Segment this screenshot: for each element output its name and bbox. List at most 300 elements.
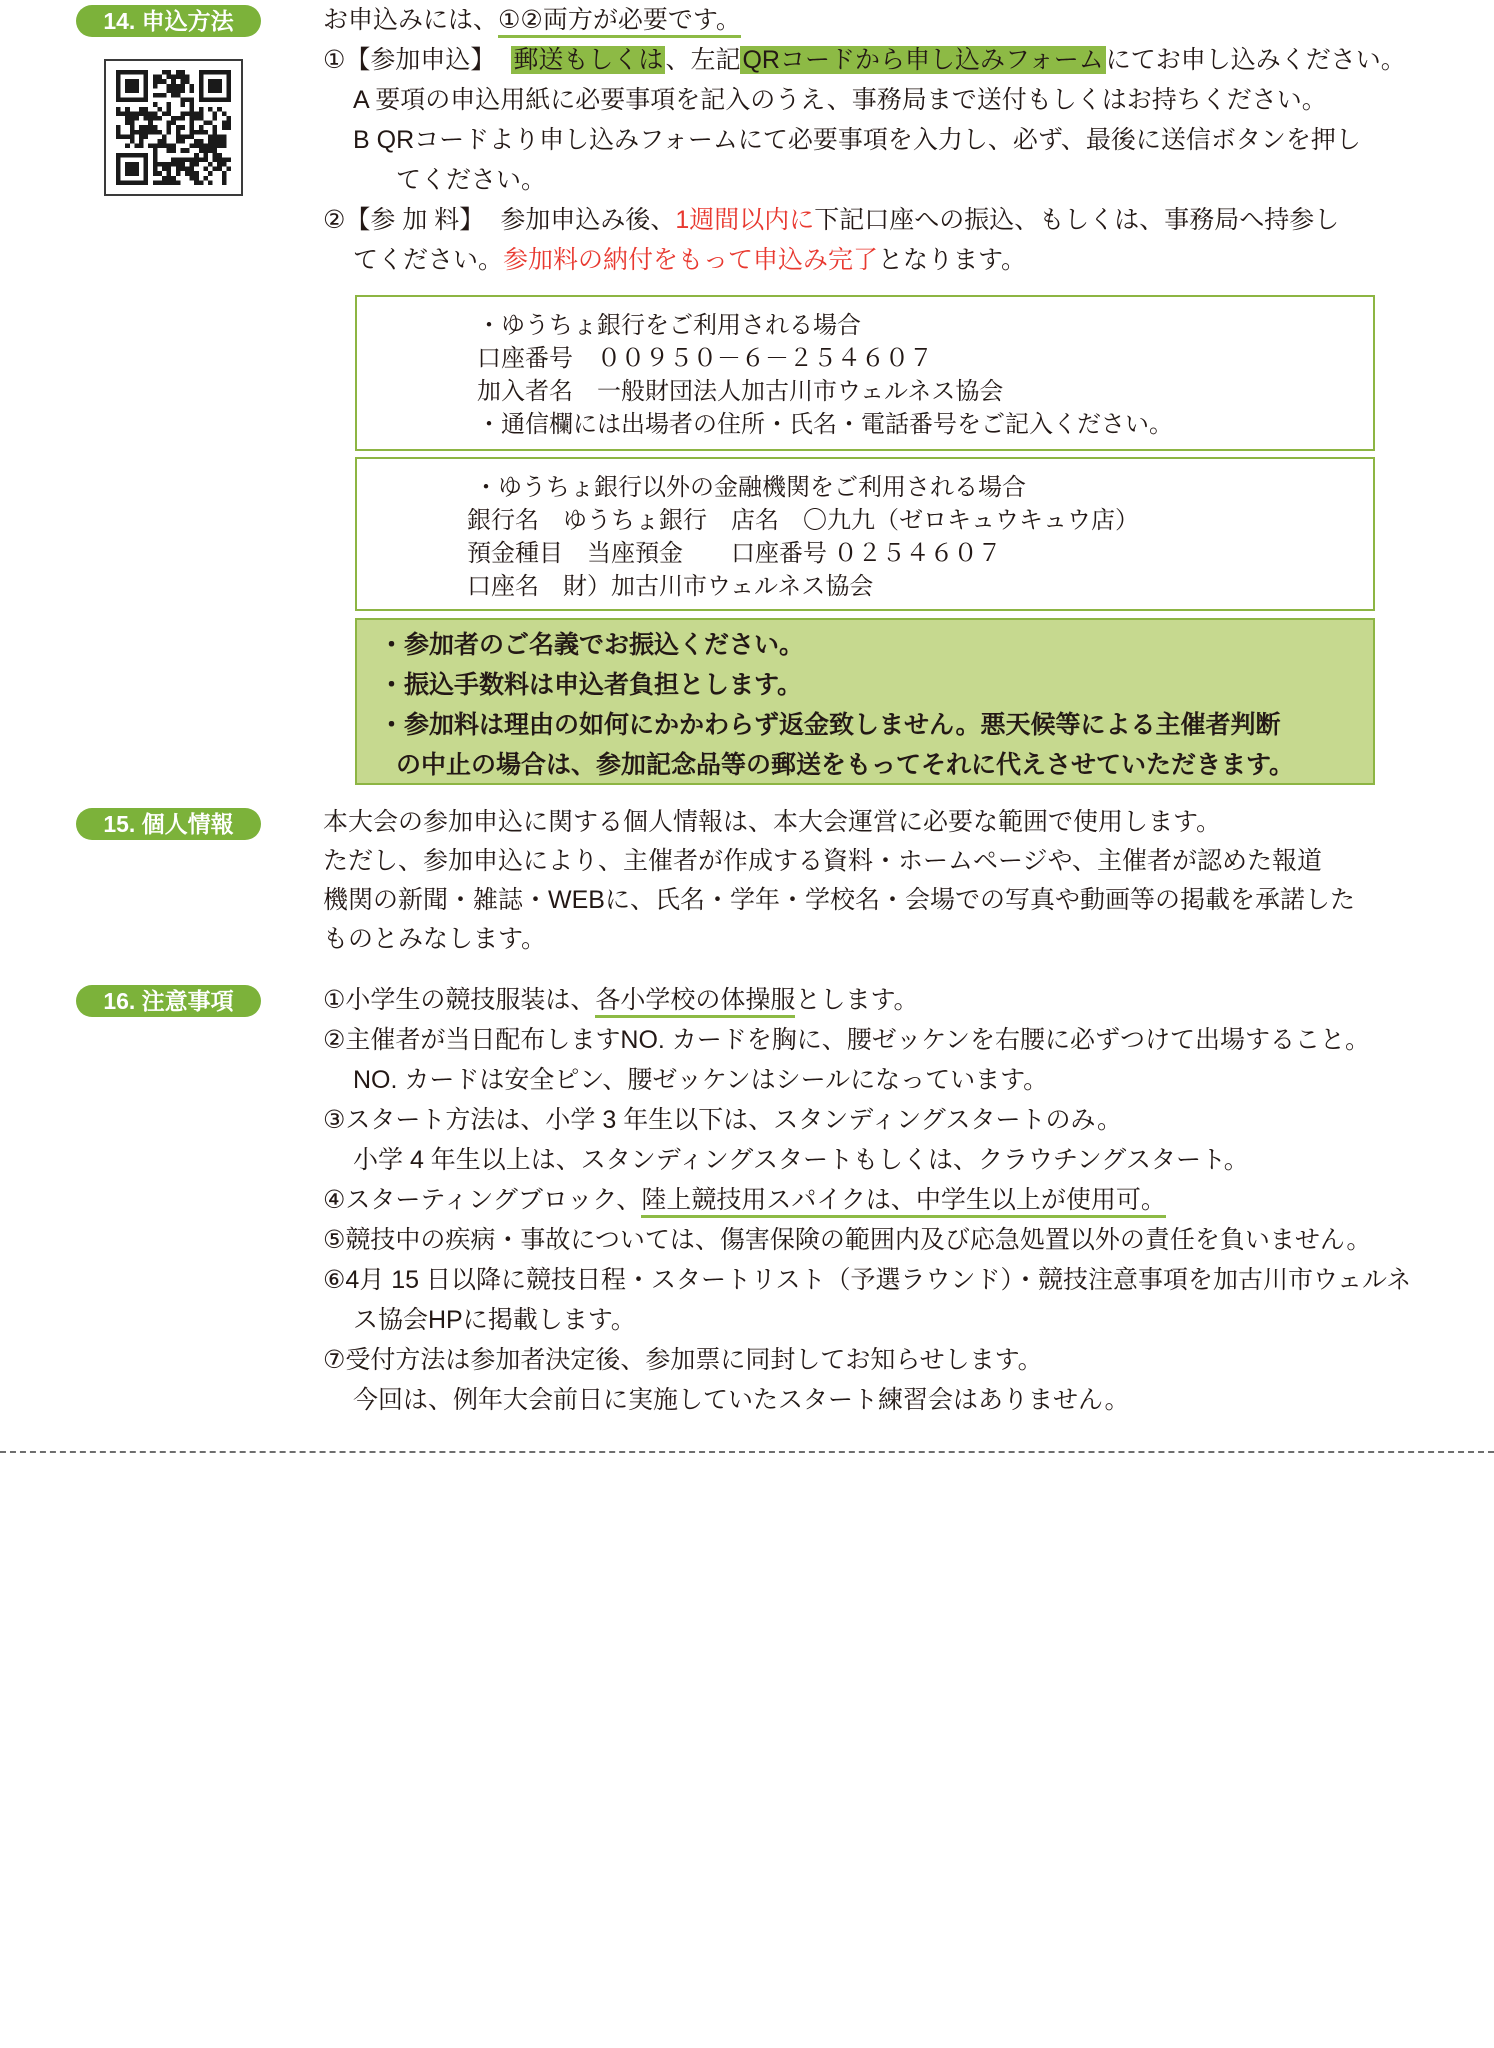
qr-module [190,134,195,139]
qr-module [217,162,222,167]
qr-module [125,144,130,149]
qr-module [162,79,167,84]
qr-module [125,134,130,139]
qr-module [162,111,167,116]
fee-text-2: 下記口座への振込、もしくは、事務局へ持参し [814,206,1340,234]
qr-module [226,167,231,172]
yucho-account-line: ・ゆうちょ銀行をご利用される場合 [477,312,861,339]
note-item-4-pre: ④スターティングブロック、 [323,1186,642,1214]
fee-deadline: 1週間以内に [675,206,815,234]
qr-module [190,98,195,103]
qr-module [144,107,149,112]
qr-module [157,130,162,135]
qr-module [153,130,158,135]
qr-module [144,116,149,121]
qr-module [144,111,149,116]
entry-method-mail: 郵送もしくは [513,46,664,74]
option-b-line: B QRコードより申し込みフォームにて必要事項を入力し、必ず、最後に送信ボタンを押し [353,126,1361,154]
entry-mid: 、左記 [665,46,741,74]
qr-module [116,134,121,139]
qr-module [185,111,190,116]
qr-module [167,70,172,75]
qr-module [176,167,181,172]
option-b-cont-line: てください。 [396,166,547,194]
qr-module [148,121,153,126]
qr-module [139,125,144,130]
entry-method-form: QRコードから申し込みフォーム [742,46,1104,74]
qr-module [203,157,208,162]
qr-module [208,180,213,185]
qr-module [194,116,199,121]
qr-module [213,153,218,158]
qr-module [167,125,172,130]
qr-module [190,88,195,93]
qr-module [194,111,199,116]
qr-module [217,134,222,139]
qr-module [203,121,208,126]
qr-module [176,139,181,144]
qr-module [213,111,218,116]
qr-module [139,144,144,149]
qr-module [190,116,195,121]
privacy-text [323,803,1473,959]
yucho-account-line: 口座番号 ００９５０－６－２５４６０７ [477,345,933,372]
qr-module [153,102,158,107]
qr-module [180,125,185,130]
qr-module [199,157,204,162]
qr-module [157,93,162,98]
qr-module [176,180,181,185]
qr-module [226,157,231,162]
qr-module [167,176,172,181]
other-bank-account-box [355,457,1375,611]
qr-module [130,111,135,116]
qr-module [125,121,130,126]
qr-module [185,167,190,172]
qr-module [157,75,162,80]
qr-module [194,144,199,149]
qr-module [190,125,195,130]
qr-module [167,180,172,185]
qr-module [125,107,130,112]
qr-module [171,121,176,126]
qr-module [217,167,222,172]
transfer-note-line: ・振込手数料は申込者負担とします。 [379,671,803,699]
qr-module [134,130,139,135]
qr-module [222,157,227,162]
qr-module [153,167,158,172]
qr-module [116,130,121,135]
qr-module [194,171,199,176]
qr-finder-pattern [125,162,139,176]
qr-module [208,171,213,176]
qr-module [226,125,231,130]
qr-module [157,107,162,112]
qr-module [125,111,130,116]
qr-module [176,84,181,89]
qr-module [222,139,227,144]
note-item-4 [323,1180,1473,1220]
qr-module [121,111,126,116]
qr-module [199,116,204,121]
qr-module [134,116,139,121]
other-bank-line: ・ゆうちょ銀行以外の金融機関をご利用される場合 [474,474,1026,501]
qr-code-icon [116,70,231,185]
qr-module [176,116,181,121]
qr-module [167,130,172,135]
qr-module [185,134,190,139]
qr-module [167,111,172,116]
qr-module [222,171,227,176]
qr-module [190,102,195,107]
qr-module [180,84,185,89]
qr-module [185,79,190,84]
qr-module [139,130,144,135]
application-text [323,0,1473,280]
fee-text-4: となります。 [878,246,1027,274]
qr-module [148,144,153,149]
other-bank-line: 口座名 財）加古川市ウェルネス協会 [467,573,874,600]
qr-module [157,180,162,185]
qr-module [153,84,158,89]
qr-module [199,125,204,130]
qr-module [222,162,227,167]
qr-module [213,148,218,153]
note-item-3-cont: 小学 4 年生以上は、スタンディングスタートもしくは、クラウチングスタート。 [353,1146,1249,1174]
qr-module [167,88,172,93]
qr-module [180,88,185,93]
entry-label: ①【参加申込】 [323,46,496,74]
qr-module [153,180,158,185]
fee-line [323,200,1473,240]
qr-finder-pattern [125,79,139,93]
qr-module [217,107,222,112]
qr-module [222,176,227,181]
qr-module [162,167,167,172]
fee-label: ②【参 加 料】 [323,206,485,234]
qr-module [176,75,181,80]
qr-module [222,180,227,185]
qr-module [176,130,181,135]
qr-module [116,111,121,116]
qr-module [176,125,181,130]
qr-module [176,88,181,93]
qr-module [171,176,176,181]
fee-text-3: てください。 [353,246,504,274]
qr-module [190,171,195,176]
qr-module [199,148,204,153]
section-badge-notes: 16. 注意事項 [76,985,261,1017]
qr-module [116,125,121,130]
qr-module [185,157,190,162]
note-item-2: ②主催者が当日配布しますNO. カードを胸に、腰ゼッケンを右腰に必ずつけて出場すること。 [323,1026,1371,1054]
qr-module [130,134,135,139]
qr-module [194,130,199,135]
qr-module [167,144,172,149]
qr-module [167,75,172,80]
qr-module [180,75,185,80]
qr-module [148,125,153,130]
qr-module [180,79,185,84]
privacy-line: ものとみなします。 [323,925,547,953]
qr-module [190,167,195,172]
qr-module [157,162,162,167]
qr-module [208,121,213,126]
privacy-line: 機関の新聞・雑誌・WEBに、氏名・学年・学校名・会場での写真や動画等の掲載を承諾した [323,886,1355,914]
qr-module [157,144,162,149]
qr-module [144,125,149,130]
qr-module [180,70,185,75]
fee-cont-line [323,240,1473,280]
qr-finder-pattern [208,79,222,93]
qr-module [213,125,218,130]
qr-module [171,75,176,80]
qr-module [167,102,172,107]
qr-module [176,134,181,139]
qr-module [180,148,185,153]
option-a-line: A 要項の申込用紙に必要事項を記入のうえ、事務局まで送付もしくはお持ちください。 [353,86,1327,114]
qr-module [130,121,135,126]
qr-module [217,144,222,149]
qr-module [190,144,195,149]
qr-module [194,157,199,162]
qr-module [222,125,227,130]
qr-module [199,130,204,135]
qr-module [162,176,167,181]
qr-module [176,157,181,162]
qr-module [148,111,153,116]
qr-module [199,107,204,112]
qr-module [199,139,204,144]
qr-module [194,153,199,158]
qr-module [199,111,204,116]
qr-module [153,157,158,162]
transfer-note-line: の中止の場合は、参加記念品等の郵送をもってそれに代えさせていただきます。 [396,751,1295,779]
qr-module [190,130,195,135]
qr-module [139,111,144,116]
section-badge-application: 14. 申込方法 [76,5,261,37]
entry-end: にてお申し込みください。 [1105,46,1406,74]
qr-module [144,134,149,139]
qr-module [157,139,162,144]
qr-module [213,144,218,149]
qr-module [208,139,213,144]
intro-emphasis: ①②両方が必要です。 [498,6,741,38]
notes-text [323,980,1473,1420]
qr-module [222,144,227,149]
note-item-1-emphasis: 各小学校の体操服 [595,986,795,1018]
qr-module [171,93,176,98]
qr-module [190,176,195,181]
qr-module [185,98,190,103]
qr-module [213,139,218,144]
yucho-account-line: 加入者名 一般財団法人加古川市ウェルネス協会 [477,378,1004,405]
qr-module [167,148,172,153]
qr-module [153,144,158,149]
qr-module [213,130,218,135]
qr-module [153,171,158,176]
qr-module [148,116,153,121]
qr-module [130,130,135,135]
qr-module [148,130,153,135]
qr-module [203,153,208,158]
qr-module [208,107,213,112]
qr-module [171,79,176,84]
qr-module [167,121,172,126]
qr-module [134,144,139,149]
qr-module [167,171,172,176]
note-item-6-cont: ス協会HPに掲載します。 [353,1306,636,1334]
qr-module [222,111,227,116]
qr-module [180,116,185,121]
qr-module [208,134,213,139]
application-intro-line [323,0,1473,40]
qr-module [199,144,204,149]
note-item-3: ③スタート方法は、小学 3 年生以下は、スタンディングスタートのみ。 [323,1106,1122,1134]
qr-module [171,180,176,185]
qr-module [167,167,172,172]
qr-module [176,93,181,98]
qr-module [134,111,139,116]
qr-module [171,144,176,149]
qr-module [167,84,172,89]
qr-module [176,171,181,176]
qr-module [153,116,158,121]
fee-completion: 参加料の納付をもって申込み完了 [503,246,879,274]
qr-module [203,144,208,149]
qr-module [171,148,176,153]
qr-module [213,116,218,121]
other-bank-line: 銀行名 ゆうちょ銀行 店名 〇九九（ゼロキュウキュウ店） [467,507,1139,534]
qr-module [190,84,195,89]
qr-module [222,134,227,139]
entry-line [323,40,1473,80]
qr-module [121,134,126,139]
note-item-7: ⑦受付方法は参加者決定後、参加票に同封してお知らせします。 [323,1346,1043,1374]
note-item-5: ⑤競技中の疾病・事故については、傷害保険の範囲内及び応急処置以外の責任を負いません。 [323,1226,1372,1254]
qr-module [157,171,162,176]
qr-module [162,93,167,98]
qr-module [162,180,167,185]
qr-module [162,162,167,167]
cut-line-divider [0,1451,1494,1453]
qr-module [144,130,149,135]
qr-module [167,162,172,167]
note-item-2-cont: NO. カードは安全ピン、腰ゼッケンはシールになっています。 [353,1066,1049,1094]
qr-module [157,116,162,121]
qr-module [226,121,231,126]
qr-module [180,167,185,172]
qr-module [217,153,222,158]
qr-code-frame [104,59,243,196]
other-bank-line: 預金種目 当座預金 口座番号 ０２５４６０７ [467,540,1002,567]
qr-module [190,121,195,126]
qr-module [217,139,222,144]
qr-module [180,98,185,103]
qr-module [213,134,218,139]
qr-module [185,171,190,176]
qr-module [153,93,158,98]
privacy-line: ただし、参加申込により、主催者が作成する資料・ホームページや、主催者が認めた報道 [323,847,1323,875]
qr-module [130,139,135,144]
note-item-1 [323,980,1473,1020]
qr-module [185,148,190,153]
qr-module [203,130,208,135]
qr-module [153,148,158,153]
qr-module [162,144,167,149]
qr-module [171,162,176,167]
qr-module [217,157,222,162]
qr-module [190,107,195,112]
section-badge-privacy: 15. 個人情報 [76,808,261,840]
yucho-account-box [355,295,1375,451]
qr-module [180,139,185,144]
qr-module [194,180,199,185]
qr-module [157,79,162,84]
note-item-1-pre: ①小学生の競技服装は、 [323,986,596,1014]
fee-text-1: 参加申込み後、 [500,206,676,234]
qr-module [139,139,144,144]
qr-module [180,111,185,116]
qr-module [180,157,185,162]
qr-module [213,167,218,172]
qr-module [130,125,135,130]
qr-module [185,75,190,80]
qr-module [194,139,199,144]
privacy-line: 本大会の参加申込に関する個人情報は、本大会運営に必要な範囲で使用します。 [323,808,1222,836]
qr-module [190,162,195,167]
yucho-account-line: ・通信欄には出場者の住所・氏名・電話番号をご記入ください。 [477,411,1173,438]
qr-module [208,162,213,167]
qr-module [171,157,176,162]
transfer-note-line: ・参加者のご名義でお振込ください。 [379,631,805,659]
note-item-1-post: とします。 [795,986,919,1014]
qr-module [194,176,199,181]
qr-module [153,162,158,167]
qr-module [153,111,158,116]
transfer-notes-box [355,618,1375,785]
qr-module [180,162,185,167]
qr-module [226,116,231,121]
qr-module [194,162,199,167]
qr-module [116,107,121,112]
qr-module [130,116,135,121]
note-item-6: ⑥4月 15 日以降に競技日程・スタートリスト（予選ラウンド）・競技注意事項を加古川市ウェルネ [323,1266,1412,1294]
qr-module [153,79,158,84]
qr-module [213,157,218,162]
qr-module [139,134,144,139]
qr-module [199,180,204,185]
qr-module [180,102,185,107]
qr-module [222,121,227,126]
qr-module [176,70,181,75]
qr-module [180,134,185,139]
qr-module [153,153,158,158]
qr-module [167,107,172,112]
qr-module [171,88,176,93]
transfer-note-line: ・参加料は理由の如何にかかわらず返金致しません。悪天候等による主催者判断 [379,711,1281,739]
note-item-7-cont: 今回は、例年大会前日に実施していたスタート練習会はありません。 [353,1386,1130,1414]
qr-module [190,157,195,162]
note-item-4-emphasis: 陸上競技用スパイクは、中学生以上が使用可。 [641,1186,1166,1218]
qr-module [162,70,167,75]
qr-module [190,111,195,116]
qr-module [176,162,181,167]
intro-text: お申込みには、 [323,6,499,34]
qr-module [153,125,158,130]
qr-module [208,148,213,153]
qr-module [139,107,144,112]
